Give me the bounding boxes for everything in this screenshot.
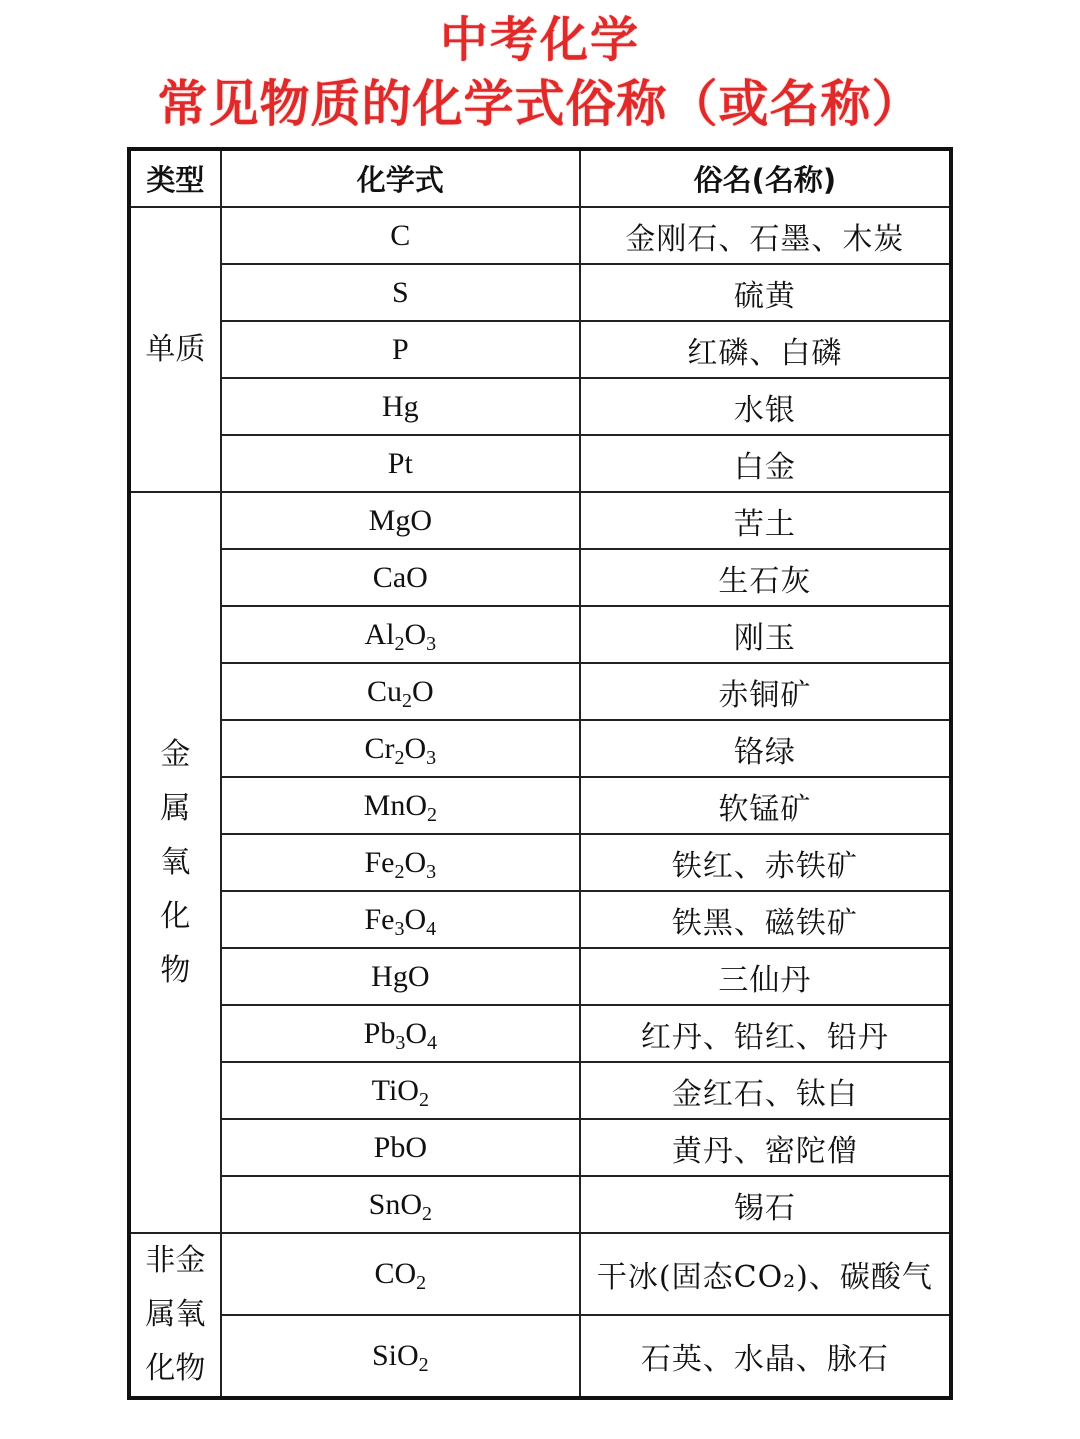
common-name-cell: 金刚石、石墨、木炭 [580,207,951,264]
table-row [129,777,951,834]
common-name-cell: 干冰(固态CO₂)、碳酸气 [580,1233,951,1315]
formula-cell: Pt [221,435,580,492]
table-row [129,891,951,948]
table-body [129,207,951,1398]
common-name-cell: 硫黄 [580,264,951,321]
type-label: 单质 [145,331,206,367]
table-row [129,720,951,777]
common-name-cell: 刚玉 [580,606,951,663]
common-name-cell: 软锰矿 [580,777,951,834]
formula-cell: $Fe_2O_3$ [221,834,580,891]
common-name-cell: 金红石、钛白 [580,1062,951,1119]
type-cell [129,492,221,1233]
table-row [129,1176,951,1233]
formula-cell: PbO [221,1119,580,1176]
table-row [129,1119,951,1176]
table-row [129,378,951,435]
type-cell [129,1233,221,1398]
formula-cell: SiO$_2$ [221,1315,580,1398]
formula-cell: MgO [221,492,580,549]
title-line-2: 常见物质的化学式俗称（或名称） [157,75,923,133]
formula-cell: TiO$_2$ [221,1062,580,1119]
table-row [129,1062,951,1119]
common-name-cell: 铁黑、磁铁矿 [580,891,951,948]
formula-cell: HgO [221,948,580,1005]
common-name-cell: 苦土 [580,492,951,549]
formula-cell: $Fe_3O_4$ [221,891,580,948]
formula-cell: MnO$_2$ [221,777,580,834]
common-name-cell: 铬绿 [580,720,951,777]
table-row [129,663,951,720]
formula-cell: $Al_2O_3$ [221,606,580,663]
formula-cell: CaO [221,549,580,606]
common-name-cell: 黄丹、密陀僧 [580,1119,951,1176]
formula-cell: C [221,207,580,264]
common-name-cell: 水银 [580,378,951,435]
common-name-cell: 石英、水晶、脉石 [580,1315,951,1398]
table-row [129,1005,951,1062]
table-row [129,606,951,663]
table-row [129,1315,951,1398]
common-name-cell: 锡石 [580,1176,951,1233]
table-row [129,492,951,549]
common-name-cell: 红磷、白磷 [580,321,951,378]
type-cell [129,207,221,492]
common-name-cell: 赤铜矿 [580,663,951,720]
table-row [129,435,951,492]
title-line-1: 中考化学 [439,12,640,68]
header-common-name: 俗名(名称) [580,149,951,207]
common-name-cell: 白金 [580,435,951,492]
formula-cell: Hg [221,378,580,435]
type-label: 金属氧化物 [160,736,191,988]
formula-cell: $Cu_2O$ [221,663,580,720]
table-row [129,321,951,378]
common-name-cell: 铁红、赤铁矿 [580,834,951,891]
header-type: 类型 [129,149,221,207]
type-label: 非金属氧化物 [145,1243,206,1386]
table-row [129,549,951,606]
formula-cell: SnO$_2$ [221,1176,580,1233]
table-row [129,834,951,891]
table-row [129,1233,951,1315]
table-header-row [129,149,951,207]
common-name-cell: 红丹、铅红、铅丹 [580,1005,951,1062]
header-formula: 化学式 [221,149,580,207]
common-name-cell: 三仙丹 [580,948,951,1005]
formula-cell: $Pb_3O_4$ [221,1005,580,1062]
table-row [129,207,951,264]
formula-cell: P [221,321,580,378]
common-name-cell: 生石灰 [580,549,951,606]
formula-cell: $Cr_2O_3$ [221,720,580,777]
formula-cell: S [221,264,580,321]
table-row [129,264,951,321]
table-row [129,948,951,1005]
formula-cell: $CO_2$ [221,1233,580,1315]
chemical-names-table [127,147,953,1400]
